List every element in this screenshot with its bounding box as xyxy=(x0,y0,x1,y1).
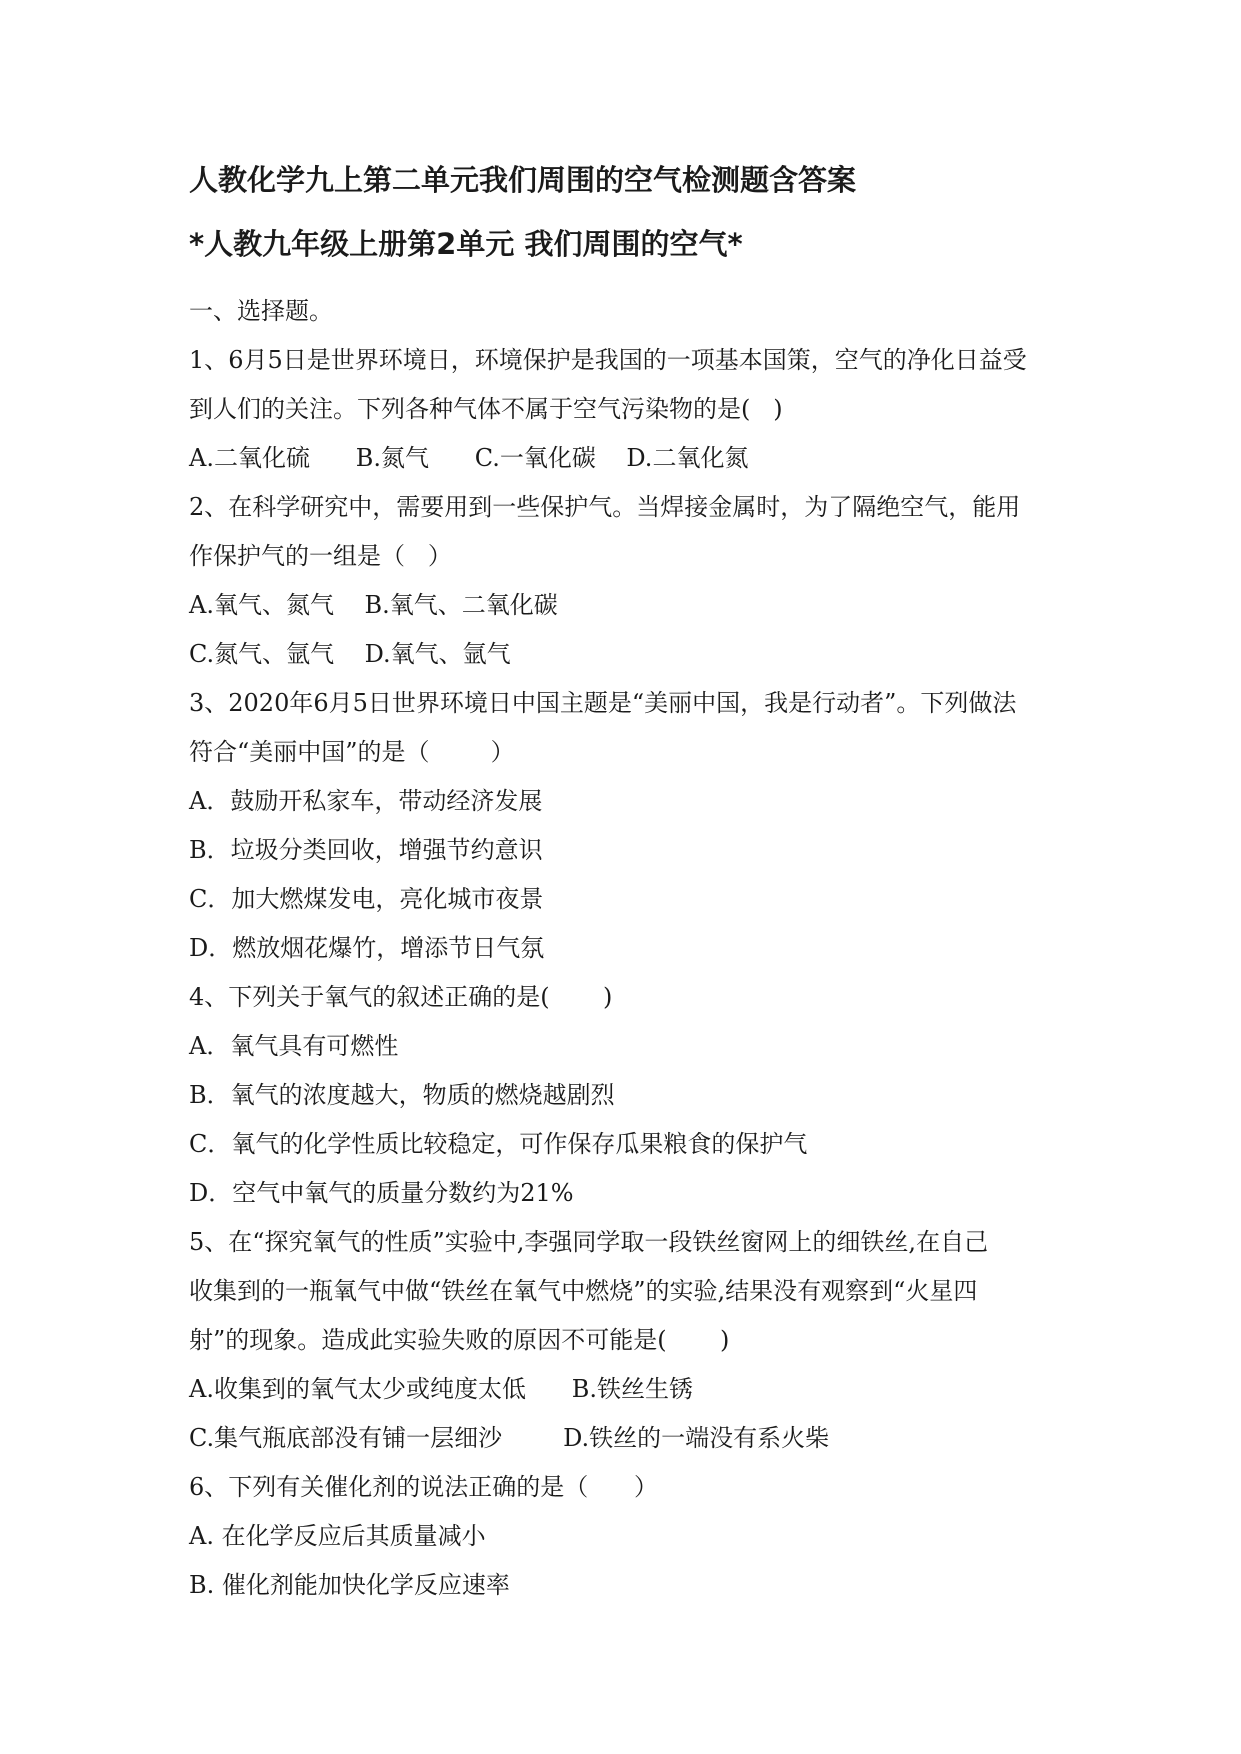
text-line: B．氧气的浓度越大，物质的燃烧越剧烈 xyxy=(189,1081,615,1109)
text-line: 6、下列有关催化剂的说法正确的是（ ） xyxy=(189,1473,659,1501)
text-line: C.氮气、氩气 D.氧气、氩气 xyxy=(189,640,511,668)
text-line: 到人们的关注。下列各种气体不属于空气污染物的是( ) xyxy=(189,395,783,423)
text-line: A．氧气具有可燃性 xyxy=(189,1032,399,1060)
text-line: 4、下列关于氧气的叙述正确的是( ) xyxy=(189,983,613,1011)
text-line: 2、在科学研究中，需要用到一些保护气。当焊接金属时，为了隔绝空气，能用 xyxy=(189,493,1021,521)
text-line: C.集气瓶底部没有铺一层细沙 D.铁丝的一端没有系火柴 xyxy=(189,1424,830,1452)
text-line: 一、选择题。 xyxy=(189,297,333,325)
document-page xyxy=(189,160,1069,1610)
text-line: B．垃圾分类回收，增强节约意识 xyxy=(189,836,543,864)
text-line: A.二氧化硫 B.氮气 C.一氧化碳 D.二氧化氮 xyxy=(189,444,749,472)
text-line: 作保护气的一组是（ ） xyxy=(189,542,452,570)
text-line: C．氧气的化学性质比较稳定，可作保存瓜果粮食的保护气 xyxy=(189,1130,808,1158)
text-line: 3、2020年6月5日世界环境日中国主题是“美丽中国，我是行动者”。下列做法 xyxy=(189,689,1017,717)
text-line: 5、在“探究氧气的性质”实验中,李强同学取一段铁丝窗网上的细铁丝,在自己 xyxy=(189,1228,989,1256)
text-line: A.收集到的氧气太少或纯度太低 B.铁丝生锈 xyxy=(189,1375,693,1403)
text-line: 符合“美丽中国”的是（ ） xyxy=(189,738,515,766)
document-title: 人教化学九上第二单元我们周围的空气检测题含答案 xyxy=(189,163,857,197)
text-line: B. 催化剂能加快化学反应速率 xyxy=(189,1571,510,1599)
text-line: D．燃放烟花爆竹，增添节日气氛 xyxy=(189,934,545,962)
document-subtitle: *人教九年级上册第2单元 我们周围的空气* xyxy=(189,227,743,261)
text-line: 1、6月5日是世界环境日，环境保护是我国的一项基本国策，空气的净化日益受 xyxy=(189,346,1027,374)
text-line: 射”的现象。造成此实验失败的原因不可能是( ) xyxy=(189,1326,730,1354)
text-line: D．空气中氧气的质量分数约为21% xyxy=(189,1179,574,1207)
text-line: A. 在化学反应后其质量减小 xyxy=(189,1522,486,1550)
text-line: A．鼓励开私家车，带动经济发展 xyxy=(189,787,543,815)
text-line: A.氧气、氮气 B.氧气、二氧化碳 xyxy=(189,591,558,619)
question-lines xyxy=(189,287,1069,1610)
text-line: C．加大燃煤发电，亮化城市夜景 xyxy=(189,885,544,913)
text-line: 收集到的一瓶氧气中做“铁丝在氧气中燃烧”的实验,结果没有观察到“火星四 xyxy=(189,1277,978,1305)
